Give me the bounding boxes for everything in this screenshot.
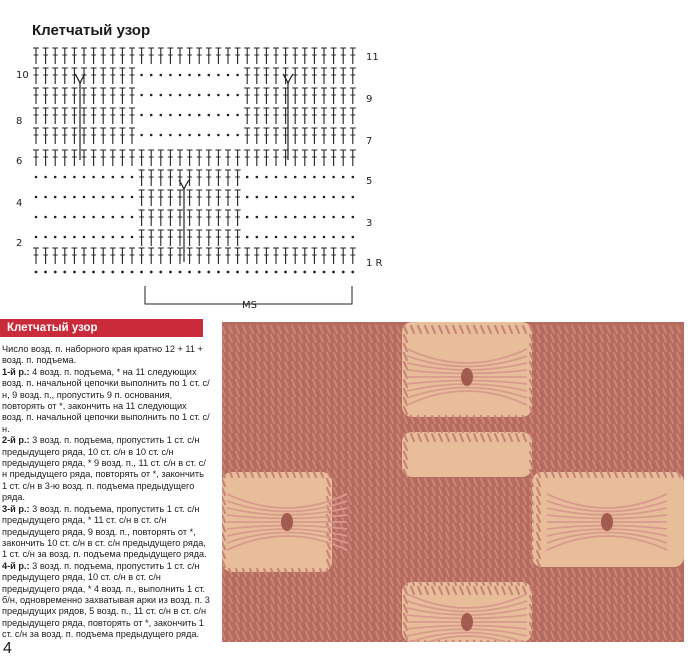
chain-dot xyxy=(140,74,143,77)
chain-dot xyxy=(265,236,268,239)
chain-dot xyxy=(179,74,182,77)
row-number-right: 1 R xyxy=(366,258,383,269)
chain-dot xyxy=(64,196,67,199)
chain-dot xyxy=(54,236,57,239)
chain-dot xyxy=(44,196,47,199)
chain-dot xyxy=(332,196,335,199)
chain-dot xyxy=(275,216,278,219)
row-number-right: 11 xyxy=(366,52,379,63)
chain-dot xyxy=(160,74,163,77)
chain-dot xyxy=(92,216,95,219)
foundation-chain-dot xyxy=(92,271,95,274)
chain-dot xyxy=(54,216,57,219)
row-text: 3 возд. п. подъема, пропустить 1 ст. с/н предыдущего ряда, * 11 ст. с/н в ст. с/н предыдущего ряда, 9 возд. п., повторять от *, закончить 10 ст. с/н в ст. с/н предыдущего ряда, 1 ст. с/н за возд. п. подъема предыдущего ряда. xyxy=(2,503,207,560)
chain-dot xyxy=(121,216,124,219)
chain-dot xyxy=(352,216,355,219)
row-3-instruction xyxy=(2,504,210,561)
instructions-banner: Клетчатый узор xyxy=(0,319,203,337)
chain-dot xyxy=(208,74,211,77)
chain-dot xyxy=(265,216,268,219)
row-number-left: 6 xyxy=(16,156,23,167)
chain-dot xyxy=(313,176,316,179)
chain-dot xyxy=(169,94,172,97)
row-1-instruction xyxy=(2,367,210,435)
chain-dot xyxy=(83,236,86,239)
chain-dot xyxy=(255,236,258,239)
sample-photo-image xyxy=(222,322,684,642)
chain-dot xyxy=(304,176,307,179)
chain-knot xyxy=(601,513,613,531)
foundation-chain-dot xyxy=(188,271,191,274)
chain-dot xyxy=(44,216,47,219)
foundation-chain-dot xyxy=(35,271,38,274)
chain-dot xyxy=(323,216,326,219)
chain-dot xyxy=(92,176,95,179)
chain-dot xyxy=(236,114,239,117)
chain-dot xyxy=(140,134,143,137)
chain-dot xyxy=(73,196,76,199)
row-number-right: 3 xyxy=(366,218,373,229)
chain-dot xyxy=(121,236,124,239)
chain-dot xyxy=(102,176,105,179)
tie-stitch-fork xyxy=(283,74,293,84)
chain-dot xyxy=(179,94,182,97)
chain-dot xyxy=(112,176,115,179)
chain-dot xyxy=(83,196,86,199)
chain-dot xyxy=(188,114,191,117)
foundation-chain-dot xyxy=(265,271,268,274)
chain-dot xyxy=(150,94,153,97)
chain-dot xyxy=(227,94,230,97)
chain-dot xyxy=(35,196,38,199)
chain-dot xyxy=(112,236,115,239)
knitted-sample-photo xyxy=(222,322,684,642)
chain-dot xyxy=(160,94,163,97)
chain-dot xyxy=(265,176,268,179)
chain-dot xyxy=(73,236,76,239)
chain-dot xyxy=(217,114,220,117)
chain-dot xyxy=(198,134,201,137)
foundation-chain-dot xyxy=(246,271,249,274)
foundation-chain-dot xyxy=(54,271,57,274)
foundation-chain-dot xyxy=(169,271,172,274)
chain-dot xyxy=(313,196,316,199)
foundation-chain-dot xyxy=(131,271,134,274)
chain-dot xyxy=(188,134,191,137)
chain-dot xyxy=(64,176,67,179)
chain-dot xyxy=(284,176,287,179)
foundation-chain-dot xyxy=(217,271,220,274)
foundation-chain-dot xyxy=(332,271,335,274)
felt-window xyxy=(402,432,532,477)
chain-dot xyxy=(35,176,38,179)
chain-dot xyxy=(208,134,211,137)
row-label: 2-й р.: xyxy=(2,435,30,446)
chain-dot xyxy=(342,236,345,239)
chain-dot xyxy=(35,216,38,219)
chain-dot xyxy=(342,196,345,199)
chain-dot xyxy=(332,216,335,219)
chain-dot xyxy=(150,114,153,117)
chain-dot xyxy=(294,176,297,179)
page-number: 4 xyxy=(3,640,12,657)
chain-dot xyxy=(35,236,38,239)
chain-dot xyxy=(352,196,355,199)
chain-dot xyxy=(121,196,124,199)
chain-dot xyxy=(169,134,172,137)
chain-dot xyxy=(188,74,191,77)
chain-dot xyxy=(198,94,201,97)
row-label: 4-й р.: xyxy=(2,560,30,571)
foundation-chain-dot xyxy=(303,271,306,274)
chain-dot xyxy=(140,94,143,97)
chain-dot xyxy=(227,114,230,117)
foundation-chain-dot xyxy=(159,271,162,274)
chain-dot xyxy=(284,236,287,239)
foundation-chain-dot xyxy=(102,271,105,274)
chain-dot xyxy=(44,176,47,179)
foundation-chain-dot xyxy=(227,271,230,274)
row-2-instruction xyxy=(2,435,210,503)
chain-dot xyxy=(304,236,307,239)
chain-dot xyxy=(92,236,95,239)
chain-dot xyxy=(160,134,163,137)
foundation-chain-dot xyxy=(179,271,182,274)
row-label: 3-й р.: xyxy=(2,503,30,514)
chain-dot xyxy=(73,216,76,219)
chain-dot xyxy=(102,236,105,239)
chain-dot xyxy=(64,216,67,219)
chain-dot xyxy=(255,196,258,199)
row-text: 4 возд. п. подъема, * на 11 следующих возд. п. начальной цепочки выполнить по 1 ст. с/н, 9 возд. п., пропустить 9 п. основания, повторять от *, закончить на 11 следующих возд. п. начальной цепочки выполнить по 1 ст. с/н. xyxy=(2,366,210,434)
chain-dot xyxy=(150,74,153,77)
foundation-chain-dot xyxy=(111,271,114,274)
chain-dot xyxy=(92,196,95,199)
chain-dot xyxy=(294,216,297,219)
chain-dot xyxy=(342,176,345,179)
chain-dot xyxy=(236,94,239,97)
chain-dot xyxy=(284,196,287,199)
foundation-chain-dot xyxy=(198,271,201,274)
chain-dot xyxy=(83,216,86,219)
foundation-chain-dot xyxy=(284,271,287,274)
chain-dot xyxy=(131,176,134,179)
chain-dot xyxy=(323,236,326,239)
chain-dot xyxy=(236,74,239,77)
foundation-chain-dot xyxy=(236,271,239,274)
chain-dot xyxy=(246,216,249,219)
chain-dot xyxy=(131,196,134,199)
row-number-right: 7 xyxy=(366,136,373,147)
foundation-chain-dot xyxy=(275,271,278,274)
chain-dot xyxy=(64,236,67,239)
row-text: 3 возд. п. подъема, пропустить 1 ст. с/н предыдущего ряда, 10 ст. с/н в ст. с/н предыдущего ряда, * 4 возд. п., выполнить 1 ст. б/н, одновременно захватывая арки из возд. п. 3 предыдущих рядов, 5 возд. п., 11 ст. с/н в ст. с/н предыдущего ряда, повторять от *, закончить 1 ст. с/н за возд. п. подъема предыдущего ряда. xyxy=(2,560,210,640)
foundation-chain-dot xyxy=(313,271,316,274)
row-number-right: 9 xyxy=(366,94,373,105)
row-number-left: 8 xyxy=(16,116,23,127)
chain-dot xyxy=(73,176,76,179)
chain-dot xyxy=(265,196,268,199)
chain-dot xyxy=(208,114,211,117)
chain-knot xyxy=(461,613,473,631)
chain-dot xyxy=(131,216,134,219)
chain-dot xyxy=(294,196,297,199)
foundation-chain-dot xyxy=(73,271,76,274)
chain-dot xyxy=(198,114,201,117)
chain-dot xyxy=(332,176,335,179)
foundation-chain-dot xyxy=(294,271,297,274)
chain-dot xyxy=(246,196,249,199)
chain-dot xyxy=(179,134,182,137)
chain-knot xyxy=(461,368,473,386)
foundation-chain-dot xyxy=(63,271,66,274)
row-number-right: 5 xyxy=(366,176,373,187)
chain-dot xyxy=(188,94,191,97)
chain-dot xyxy=(44,236,47,239)
foundation-chain-dot xyxy=(121,271,124,274)
chain-dot xyxy=(208,94,211,97)
chain-dot xyxy=(160,114,163,117)
foundation-chain-dot xyxy=(255,271,258,274)
repeat-label: MS xyxy=(242,300,257,311)
foundation-chain-dot xyxy=(83,271,86,274)
chain-dot xyxy=(169,74,172,77)
chain-dot xyxy=(313,236,316,239)
chain-dot xyxy=(342,216,345,219)
chain-dot xyxy=(121,176,124,179)
chain-dot xyxy=(150,134,153,137)
chain-dot xyxy=(140,114,143,117)
instructions-text xyxy=(2,344,210,641)
row-label: 1-й р.: xyxy=(2,366,30,377)
chain-dot xyxy=(102,216,105,219)
row-number-left: 10 xyxy=(16,70,29,81)
chain-dot xyxy=(227,74,230,77)
chain-dot xyxy=(217,74,220,77)
row-number-left: 2 xyxy=(16,238,23,249)
chain-dot xyxy=(112,196,115,199)
chain-dot xyxy=(217,134,220,137)
chain-dot xyxy=(323,176,326,179)
row-4-instruction xyxy=(2,561,210,641)
chain-dot xyxy=(255,216,258,219)
chain-dot xyxy=(246,176,249,179)
chain-dot xyxy=(304,216,307,219)
foundation-chain-dot xyxy=(207,271,210,274)
foundation-chain-dot xyxy=(351,271,354,274)
chain-dot xyxy=(112,216,115,219)
chain-dot xyxy=(275,236,278,239)
chain-dot xyxy=(332,236,335,239)
intro-text: Число возд. п. наборного края кратно 12 + 11 + возд. п. подъема. xyxy=(2,344,203,366)
chain-dot xyxy=(54,196,57,199)
chain-dot xyxy=(169,114,172,117)
chain-dot xyxy=(275,176,278,179)
chain-dot xyxy=(227,134,230,137)
chain-dot xyxy=(198,74,201,77)
chain-dot xyxy=(217,94,220,97)
chain-dot xyxy=(54,176,57,179)
chain-dot xyxy=(102,196,105,199)
foundation-chain-dot xyxy=(140,271,143,274)
foundation-chain-dot xyxy=(342,271,345,274)
chain-dot xyxy=(83,176,86,179)
row-text: 3 возд. п. подъема, пропустить 1 ст. с/н предыдущего ряда, 10 ст. с/н в 10 ст. с/н предыдущего ряда, * 9 возд. п., 11 ст. с/н в ст. с/н предыдущего ряда, повторять от *, закончить 1 ст. с/н в 3-ю возд. п. подъема предыдущего ряда. xyxy=(2,435,206,503)
chain-dot xyxy=(313,216,316,219)
chain-dot xyxy=(255,176,258,179)
chain-dot xyxy=(304,196,307,199)
chain-dot xyxy=(284,216,287,219)
chain-dot xyxy=(246,236,249,239)
diagram-title: Клетчатый узор xyxy=(32,22,151,39)
chain-dot xyxy=(323,196,326,199)
chain-dot xyxy=(275,196,278,199)
crochet-diagram xyxy=(0,0,699,318)
chain-dot xyxy=(131,236,134,239)
row-number-left: 4 xyxy=(16,198,23,209)
foundation-chain-dot xyxy=(323,271,326,274)
chain-dot xyxy=(352,176,355,179)
chain-dot xyxy=(294,236,297,239)
chain-dot xyxy=(179,114,182,117)
chain-dot xyxy=(352,236,355,239)
foundation-chain-dot xyxy=(150,271,153,274)
foundation-chain-dot xyxy=(44,271,47,274)
chain-knot xyxy=(281,513,293,531)
chain-dot xyxy=(236,134,239,137)
